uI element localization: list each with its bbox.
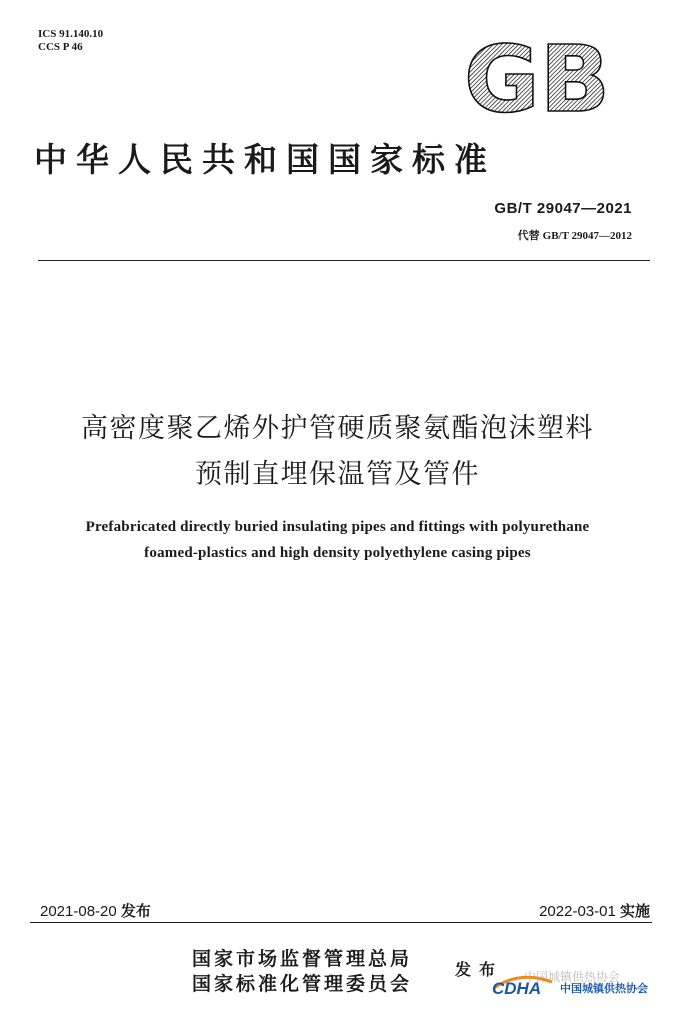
replaces-label: 代替 [517,230,540,242]
issue-date [40,900,151,921]
watermark-text: 中国城镇供热协会 [524,970,621,984]
impl-label: 实施 [619,902,650,920]
title-en-line1: Prefabricated directly buried insulating pipes and fittings with polyurethane [85,519,590,535]
implementation-date [539,900,650,921]
replaces-value: GB/T 29047—2012 [542,230,632,242]
gb-logo [462,37,612,117]
title-cn-line2: 预制直埋保温管及管件 [195,459,480,490]
ics-code: ICS 91.140.10 [38,28,104,40]
classification-codes [38,28,103,54]
chha-logo [490,968,660,1000]
issue-date-value: 2021-08-20 [40,903,117,920]
svg-text:GB: GB [464,37,610,117]
title-en-line2: foamed-plastics and high density polyethylene casing pipes [144,545,531,561]
top-divider [38,260,650,261]
logo-cn-name: 中国城镇供热协会 [560,982,648,995]
issue-label: 发布 [120,902,151,920]
title-cn-line1: 高密度聚乙烯外护管硬质聚氨酯泡沫塑料 [81,413,594,444]
issuer-samr: 国家市场监督管理总局 [192,948,413,970]
publish-label: 发布 [455,960,504,979]
standard-number: GB/T 29047—2021 [494,200,632,217]
national-standard-heading: 中华人民共和国国家标准 [34,140,496,179]
issuer-sac: 国家标准化管理委员会 [192,973,413,995]
replaces-line [518,227,632,243]
bottom-divider [30,922,652,923]
logo-abbr: CDHA [492,979,542,998]
impl-date-value: 2022-03-01 [539,903,616,920]
ccs-code: CCS P 46 [38,41,83,53]
